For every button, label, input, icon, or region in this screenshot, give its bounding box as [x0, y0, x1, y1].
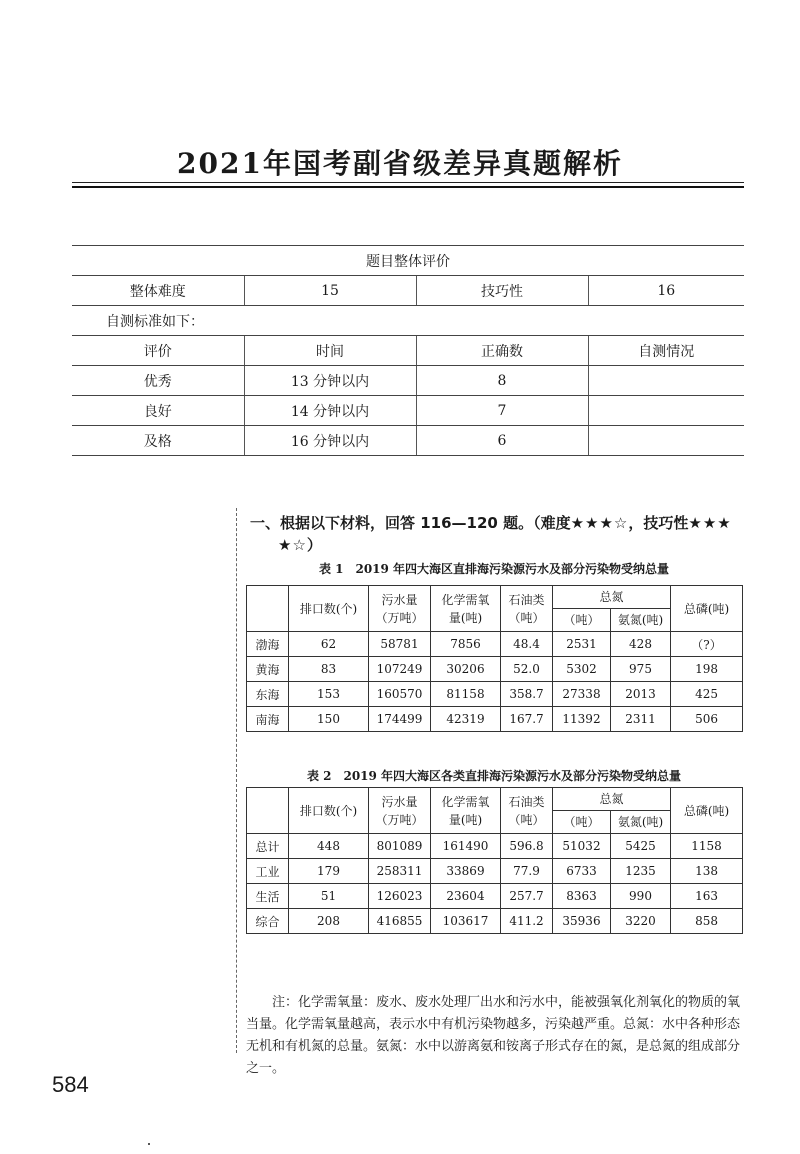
cell-outlets: 62 [289, 632, 369, 657]
table2 [246, 787, 743, 934]
row-label: 工业 [247, 859, 289, 884]
cell-cod: 103617 [431, 909, 501, 934]
table1-caption: 表 1 2019 年四大海区直排海污染源污水及部分污染物受纳总量 [318, 562, 670, 576]
cell-total-phosphorus: 198 [671, 657, 743, 682]
title-rule-thick [72, 186, 744, 188]
header-total-nitrogen: 总氮 [553, 586, 671, 609]
cell-total-nitrogen: 27338 [553, 682, 611, 707]
header-total-phosphorus: 总磷(吨) [671, 788, 743, 834]
evaluation-header: 题目整体评价 [72, 246, 744, 276]
cell-oil: 52.0 [501, 657, 553, 682]
row-label: 总计 [247, 834, 289, 859]
skill-stars: ★★★ [688, 514, 732, 532]
cell-ammonia: 5425 [611, 834, 671, 859]
cell-total-phosphorus: （?） [671, 632, 743, 657]
cell-cod: 42319 [431, 707, 501, 732]
row-label: 综合 [247, 909, 289, 934]
table-row [247, 909, 743, 934]
cell-cod: 23604 [431, 884, 501, 909]
cell-sewage: 126023 [369, 884, 431, 909]
cell-sewage: 416855 [369, 909, 431, 934]
row-label: 渤海 [247, 632, 289, 657]
cell-outlets: 153 [289, 682, 369, 707]
header-cod: 化学需氧 量(吨) [431, 788, 501, 834]
column-header: 时间 [244, 336, 416, 366]
cell-sewage: 258311 [369, 859, 431, 884]
evaluation-table [72, 245, 744, 456]
cell-ammonia: 1235 [611, 859, 671, 884]
header-total-nitrogen-unit: （吨） [553, 609, 611, 632]
skill-stars-continued: ★☆ [278, 536, 307, 554]
header-ammonia: 氨氮(吨) [611, 609, 671, 632]
cell-outlets: 150 [289, 707, 369, 732]
row-label: 东海 [247, 682, 289, 707]
cell-cod: 7856 [431, 632, 501, 657]
scan-speck [148, 1143, 150, 1145]
cell-outlets: 448 [289, 834, 369, 859]
header-total-nitrogen-unit: （吨） [553, 811, 611, 834]
cell-sewage: 107249 [369, 657, 431, 682]
cell-oil: 48.4 [501, 632, 553, 657]
cell-sewage: 801089 [369, 834, 431, 859]
cell-outlets: 179 [289, 859, 369, 884]
cell-outlets: 208 [289, 909, 369, 934]
skill-label: 技巧性 [416, 276, 588, 306]
header-oil: 石油类 （吨） [501, 788, 553, 834]
cell-ammonia: 2311 [611, 707, 671, 732]
header-total-phosphorus: 总磷(吨) [671, 586, 743, 632]
standard-label: 自测标准如下： [72, 306, 744, 336]
column-header: 自测情况 [588, 336, 744, 366]
cell-total-nitrogen: 51032 [553, 834, 611, 859]
table-row [247, 834, 743, 859]
header-cod: 化学需氧 量(吨) [431, 586, 501, 632]
cell-ammonia: 3220 [611, 909, 671, 934]
cell-total-nitrogen: 2531 [553, 632, 611, 657]
cell-oil: 167.7 [501, 707, 553, 732]
dashed-margin-line [236, 508, 237, 1053]
correct-cell: 7 [416, 396, 588, 426]
table-row [247, 707, 743, 732]
cell-total-phosphorus: 1158 [671, 834, 743, 859]
header-oil: 石油类 （吨） [501, 586, 553, 632]
self-check-cell[interactable] [588, 426, 744, 456]
header-ammonia: 氨氮(吨) [611, 811, 671, 834]
cell-outlets: 51 [289, 884, 369, 909]
time-cell: 13 分钟以内 [244, 366, 416, 396]
table2-corner [247, 788, 289, 834]
cell-cod: 81158 [431, 682, 501, 707]
correct-cell: 6 [416, 426, 588, 456]
page-number: 584 [52, 1072, 89, 1097]
cell-oil: 596.8 [501, 834, 553, 859]
column-header: 评价 [72, 336, 244, 366]
note-paragraph: 注：化学需氧量：废水、废水处理厂出水和污水中，能被强氧化剂氧化的物质的氧当量。化学需氧量越高，表示水中有机污染物越多，污染越严重。总氮：水中各种形态无机和有机氮的总量。氨氮：水中以游离氨和铵离子形式存在的氮，是总氮的组成部分之一。 [246, 995, 741, 1076]
cell-total-nitrogen: 5302 [553, 657, 611, 682]
page-title: 2021年国考副省级差异真题解析 [177, 147, 623, 180]
column-header: 正确数 [416, 336, 588, 366]
header-outlets: 排口数(个) [289, 788, 369, 834]
cell-total-phosphorus: 858 [671, 909, 743, 934]
row-label: 黄海 [247, 657, 289, 682]
table1-corner [247, 586, 289, 632]
cell-oil: 358.7 [501, 682, 553, 707]
cell-total-nitrogen: 11392 [553, 707, 611, 732]
cell-sewage: 160570 [369, 682, 431, 707]
cell-sewage: 58781 [369, 632, 431, 657]
cell-sewage: 174499 [369, 707, 431, 732]
title-rule [72, 182, 744, 183]
header-sewage: 污水量 （万吨） [369, 586, 431, 632]
cell-ammonia: 975 [611, 657, 671, 682]
self-check-cell[interactable] [588, 366, 744, 396]
row-label: 南海 [247, 707, 289, 732]
difficulty-label: 整体难度 [72, 276, 244, 306]
cell-cod: 30206 [431, 657, 501, 682]
table-row [247, 884, 743, 909]
grade-cell: 优秀 [72, 366, 244, 396]
header-total-nitrogen: 总氮 [553, 788, 671, 811]
question-heading-text: 一、根据以下材料，回答 116—120 题。（难度 [250, 514, 571, 532]
cell-oil: 77.9 [501, 859, 553, 884]
time-cell: 16 分钟以内 [244, 426, 416, 456]
header-outlets: 排口数(个) [289, 586, 369, 632]
table-row [247, 682, 743, 707]
row-label: 生活 [247, 884, 289, 909]
cell-oil: 411.2 [501, 909, 553, 934]
time-cell: 14 分钟以内 [244, 396, 416, 426]
cell-cod: 33869 [431, 859, 501, 884]
table1 [246, 585, 743, 732]
cell-total-nitrogen: 8363 [553, 884, 611, 909]
question-heading [250, 512, 750, 556]
cell-total-nitrogen: 35936 [553, 909, 611, 934]
correct-cell: 8 [416, 366, 588, 396]
cell-ammonia: 428 [611, 632, 671, 657]
cell-ammonia: 2013 [611, 682, 671, 707]
grade-cell: 良好 [72, 396, 244, 426]
question-heading-close: ） [306, 536, 322, 554]
cell-outlets: 83 [289, 657, 369, 682]
cell-ammonia: 990 [611, 884, 671, 909]
header-sewage: 污水量 （万吨） [369, 788, 431, 834]
table-row [247, 859, 743, 884]
cell-total-phosphorus: 138 [671, 859, 743, 884]
difficulty-value: 15 [244, 276, 416, 306]
table-row [247, 657, 743, 682]
difficulty-stars: ★★★☆ [570, 514, 629, 532]
cell-total-nitrogen: 6733 [553, 859, 611, 884]
cell-total-phosphorus: 163 [671, 884, 743, 909]
table2-caption: 表 2 2019 年四大海区各类直排海污染源污水及部分污染物受纳总量 [306, 769, 682, 783]
cell-oil: 257.7 [501, 884, 553, 909]
cell-total-phosphorus: 506 [671, 707, 743, 732]
table-row [247, 632, 743, 657]
cell-cod: 161490 [431, 834, 501, 859]
grade-cell: 及格 [72, 426, 244, 456]
question-heading-mid: ，技巧性 [628, 514, 689, 532]
skill-value: 16 [588, 276, 744, 306]
self-check-cell[interactable] [588, 396, 744, 426]
cell-total-phosphorus: 425 [671, 682, 743, 707]
